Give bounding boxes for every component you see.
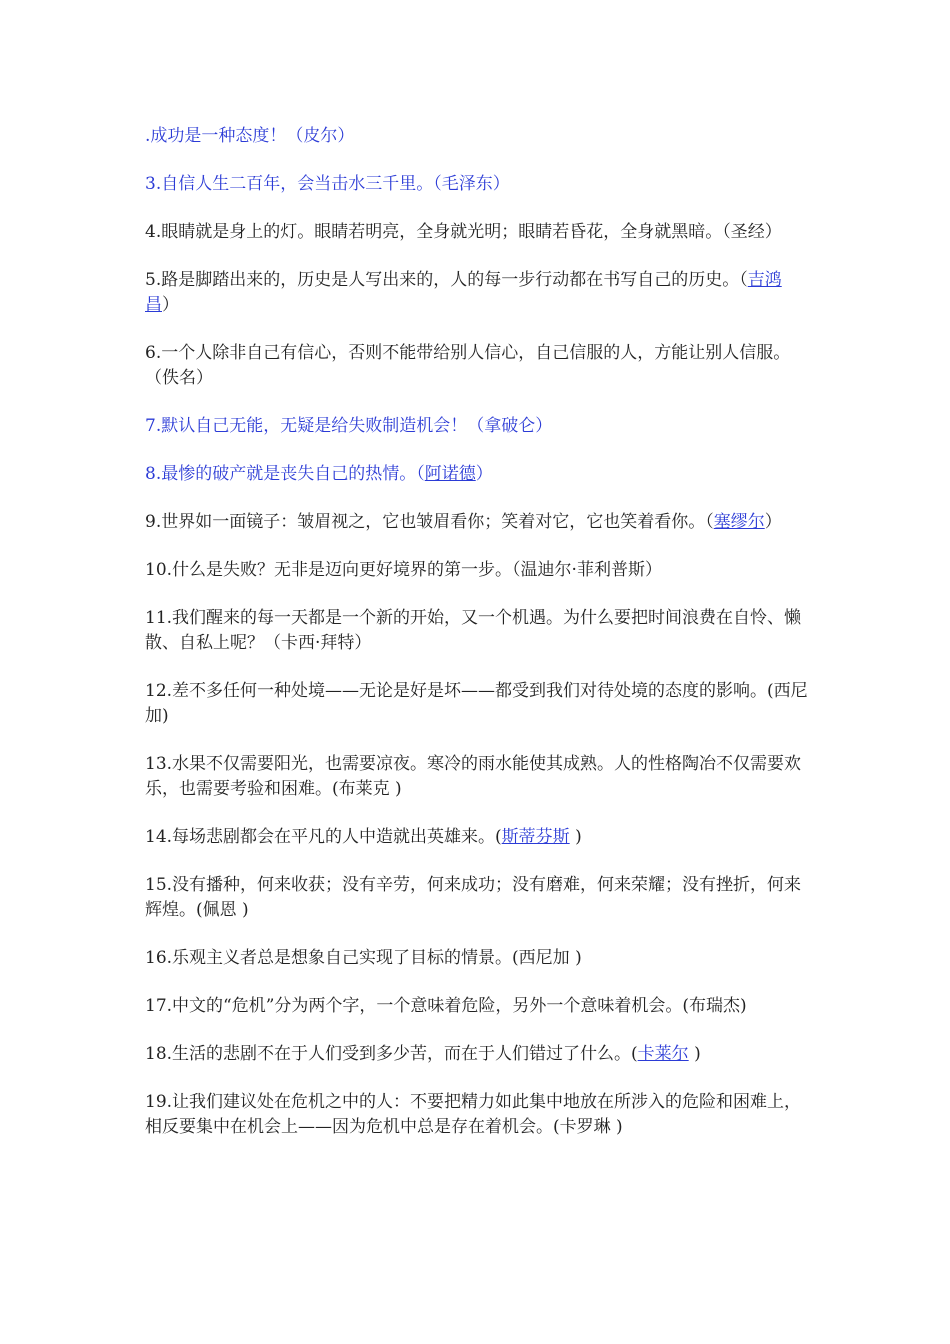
quote-item: .成功是一种态度！（皮尔）	[145, 126, 355, 146]
quote-item	[145, 510, 815, 535]
quote-item	[145, 1042, 815, 1067]
author-link[interactable]: 阿诺德	[424, 464, 476, 484]
author-link[interactable]: 塞缪尔	[713, 512, 765, 532]
quote-item: 7.默认自己无能，无疑是给失败制造机会！（拿破仑）	[145, 416, 553, 436]
quote-item: 6.一个人除非自己有信心，否则不能带给别人信心，自己信服的人，方能让别人信服。（佚名）	[145, 343, 791, 388]
quote-item: 3.自信人生二百年，会当击水三千里。（毛泽东）	[145, 174, 510, 194]
quote-close: ）	[764, 512, 782, 532]
quote-item	[145, 462, 815, 487]
quote-close: ）	[162, 295, 179, 315]
quote-item	[145, 825, 815, 850]
quote-close: )	[569, 827, 582, 847]
author-link[interactable]: 卡莱尔	[637, 1044, 689, 1064]
quote-item: 19.让我们建议处在危机之中的人：不要把精力如此集中地放在所涉入的危险和困难上，相反要集中在机会上——因为危机中总是存在着机会。(卡罗琳 )	[145, 1092, 802, 1137]
quote-item: 12.差不多任何一种处境——无论是好是坏——都受到我们对待处境的态度的影响。(西尼加)	[145, 681, 808, 726]
quote-text: 5.路是脚踏出来的，历史是人写出来的，人的每一步行动都在书写自己的历史。（	[145, 270, 748, 290]
quote-item: 17.中文的“危机”分为两个字，一个意味着危险，另外一个意味着机会。(布瑞杰)	[145, 996, 747, 1016]
quote-item: 15.没有播种，何来收获；没有辛劳，何来成功；没有磨难，何来荣耀；没有挫折，何来辉煌。(佩恩 )	[145, 875, 802, 920]
author-link[interactable]: 斯蒂芬斯	[501, 827, 570, 847]
quote-close: )	[688, 1044, 701, 1064]
quote-text: 9.世界如一面镜子：皱眉视之，它也皱眉看你；笑着对它，它也笑着看你。（	[145, 512, 714, 532]
quote-text: 8.最惨的破产就是丧失自己的热情。（	[145, 464, 425, 484]
quote-item: 4.眼睛就是身上的灯。眼睛若明亮，全身就光明；眼睛若昏花，全身就黑暗。（圣经）	[145, 222, 782, 242]
quote-item	[145, 268, 815, 318]
quote-text: 18.生活的悲剧不在于人们受到多少苦，而在于人们错过了什么。(	[145, 1044, 638, 1064]
quote-item: 16.乐观主义者总是想象自己实现了目标的情景。(西尼加 )	[145, 948, 582, 968]
quote-item: 13.水果不仅需要阳光，也需要凉夜。寒冷的雨水能使其成熟。人的性格陶冶不仅需要欢乐，也需要考验和困难。(布莱克 )	[145, 754, 802, 799]
quote-list	[145, 124, 815, 1163]
quote-close: ）	[475, 464, 493, 484]
author-link[interactable]: 吉鸿昌	[145, 270, 782, 315]
quote-text: 14.每场悲剧都会在平凡的人中造就出英雄来。(	[145, 827, 502, 847]
quote-item: 10.什么是失败？无非是迈向更好境界的第一步。（温迪尔·菲利普斯）	[145, 560, 662, 580]
quote-item: 11.我们醒来的每一天都是一个新的开始，又一个机遇。为什么要把时间浪费在自怜、懒散、自私上呢？（卡西·拜特）	[145, 608, 802, 653]
